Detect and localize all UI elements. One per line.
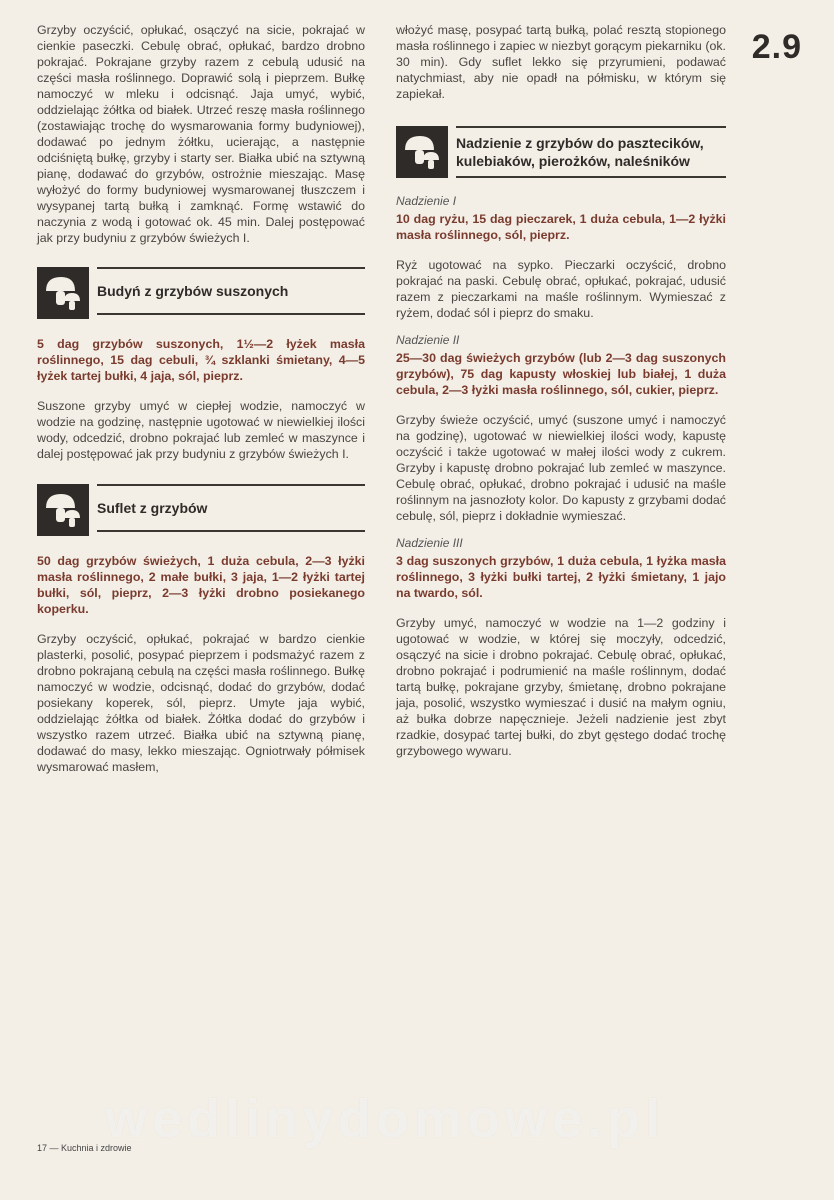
- section-title: Nadzienie z grzybów do pasztecików, kulebiaków, pierożków, naleśników: [456, 135, 704, 169]
- ingredients-text: 3 dag suszonych grzybów, 1 duża cebula, 1 łyżka masła roślinnego, 3 łyżki bułki tartej, 2 łyżki śmietany, 1 jajo na twardo, sól.: [396, 554, 726, 600]
- ingredients-text: 25—30 dag świeżych grzybów (lub 2—3 dag suszonych grzybów), 75 dag kapusty włoskiej lub białej, 1 duża cebula, 2—3 łyżki masła roślinnego, sól, cukier, pieprz.: [396, 351, 726, 397]
- variant-label: Nadzienie III: [396, 536, 463, 550]
- variant-block: [396, 194, 726, 321]
- continued-paragraph: włożyć masę, posypać tartą bułką, polać resztą stopionego masła roślinnego i zapiec w niezbyt gorącym piekarniku (ok. 30 min). Gdy suflet lekko się przyrumieni, podawać natychmiast, aby nie opadł na półmisku, w którym się zapiekał.: [396, 23, 726, 101]
- section-title: Budyń z grzybów suszonych: [97, 283, 289, 299]
- section-budyn: [37, 267, 365, 319]
- section-suflet: [37, 484, 365, 536]
- ingredients-text: 10 dag ryżu, 15 dag pieczarek, 1 duża cebula, 1—2 łyżki masła roślinnego, sól, pieprz.: [396, 212, 726, 242]
- left-column: [37, 22, 365, 775]
- method-text: Grzyby umyć, namoczyć w wodzie na 1—2 godziny i ugotować w wodzie, w której się moczyły, odcedzić, osączyć na sicie i drobno pokrajać. Cebulę obrać, opłukać, drobno pokrajać i podrumienić na maśle roślinnym, dodać tartą bułkę, pokrajane grzyby, śmietanę, drobno pokrajane jaja, posolić, wszystko wymieszać i dusić na małym ogniu, aż bułka dobrze napęcznieje. Jeżeli nadzienie jest zbyt rzadkie, dosypać tartej bułki, do zbyt gęstego dodać trochę grzybowego wywaru.: [396, 616, 726, 758]
- method-text: Suszone grzyby umyć w ciepłej wodzie, namoczyć w wodzie na godzinę, następnie ugotować w niewielkiej ilości wody, odcedzić, drobno pokrajać lub zemleć w maszynce i dalej postępować jak przy budyniu z grzybów świeżych I.: [37, 399, 365, 461]
- method-text: Ryż ugotować na sypko. Pieczarki oczyścić, drobno pokrajać na paski. Cebulę obrać, opłukać, pokrajać, udusić razem z pieczarkami na maśle roślinnym. Wymieszać z ryżem, dodać sól i pieprz do smaku.: [396, 258, 726, 320]
- right-column: [396, 22, 726, 759]
- chapter-number: 2.9: [751, 28, 802, 66]
- intro-paragraph: Grzyby oczyścić, opłukać, osączyć na sicie, pokrajać w cienkie paseczki. Cebulę obrać, opłukać, bardzo drobno pokrajać. Pokrajane grzyby razem z cebulą udusić na części masła roślinnego. Doprawić solą i pieprzem. Bułkę namoczyć w mleku i odcisnąć. Jaja umyć, wybić, oddzielając żółtka od białek. Utrzeć reszę masła roślinnego (zostawiając trochę do wysmarowania formy budyniowej), dodawać po jednym żółtku, ucierając, a następnie odciśniętą bułkę, grzyby i starty ser. Białka ubić na sztywną pianę, dodawać do grzybów, ostrożnie mieszając. Masę wyłożyć do formy budyniowej wysmarowanej tłuszczem i wysypanej tartą bułką i zamknąć. Formę wstawić do naczynia z wodą i gotować ok. 45 min. Dalej postępować jak przy budyniu z grzybów świeżych I.: [37, 23, 365, 245]
- variant-label: Nadzienie II: [396, 333, 460, 347]
- method-text: Grzyby oczyścić, opłukać, pokrajać w bardzo cienkie plasterki, posolić, posypać pieprzem i podsmażyć razem z drobno pokrajaną cebulą na części masła roślinnego. Bułkę namoczyć w wodzie, odcisnąć, dodać do grzybów, dodać posiekany koperek, sól, pieprz. Umyte jaja wybić, oddzielając żółtka od białek. Żółtka dodać do grzybów i wszystko razem utrzeć. Białka ubić na sztywną pianę, dodawać do masy, lekko mieszając. Ogniotrwały półmisek wysmarować masłem,: [37, 632, 365, 774]
- watermark: wedlinydomowe.pl: [105, 1089, 666, 1149]
- method-text: Grzyby świeże oczyścić, umyć (suszone umyć i namoczyć na godzinę), ugotować w niewielkiej ilości wody, kapustę oczyścić i także ugotować w małej ilości wody z cukrem. Grzyby i kapustę drobno pokrajać lub zemleć w maszynce. Cebulę obrać, opłukać, drobno pokrajać i udusić na maśle roślinnym na jasnozłoty kolor. Do kapusty z grzybami dodać cebulę, sól, pieprz i dokładnie wymieszać.: [396, 413, 726, 523]
- section-nadzienie: [396, 126, 726, 178]
- variant-label: Nadzienie I: [396, 194, 457, 208]
- mushroom-icon: [396, 126, 448, 178]
- mushroom-icon: [37, 267, 89, 319]
- ingredients-text: 50 dag grzybów świeżych, 1 duża cebula, 2—3 łyżki masła roślinnego, 2 małe bułki, 3 jaja, 1—2 łyżki tartej bułki, sól, pieprz, 2—3 łyżki drobno posiekanego koperku.: [37, 554, 365, 616]
- variant-block: [396, 333, 726, 524]
- page-footer: 17 — Kuchnia i zdrowie: [37, 1143, 132, 1153]
- section-title: Suflet z grzybów: [97, 500, 208, 516]
- variant-block: [396, 536, 726, 759]
- ingredients-text: 5 dag grzybów suszonych, 1½—2 łyżek masła roślinnego, 15 dag cebuli, ¾ szklanki śmietany, 4—5 łyżek tartej bułki, 4 jaja, sól, pieprz.: [37, 337, 365, 383]
- mushroom-icon: [37, 484, 89, 536]
